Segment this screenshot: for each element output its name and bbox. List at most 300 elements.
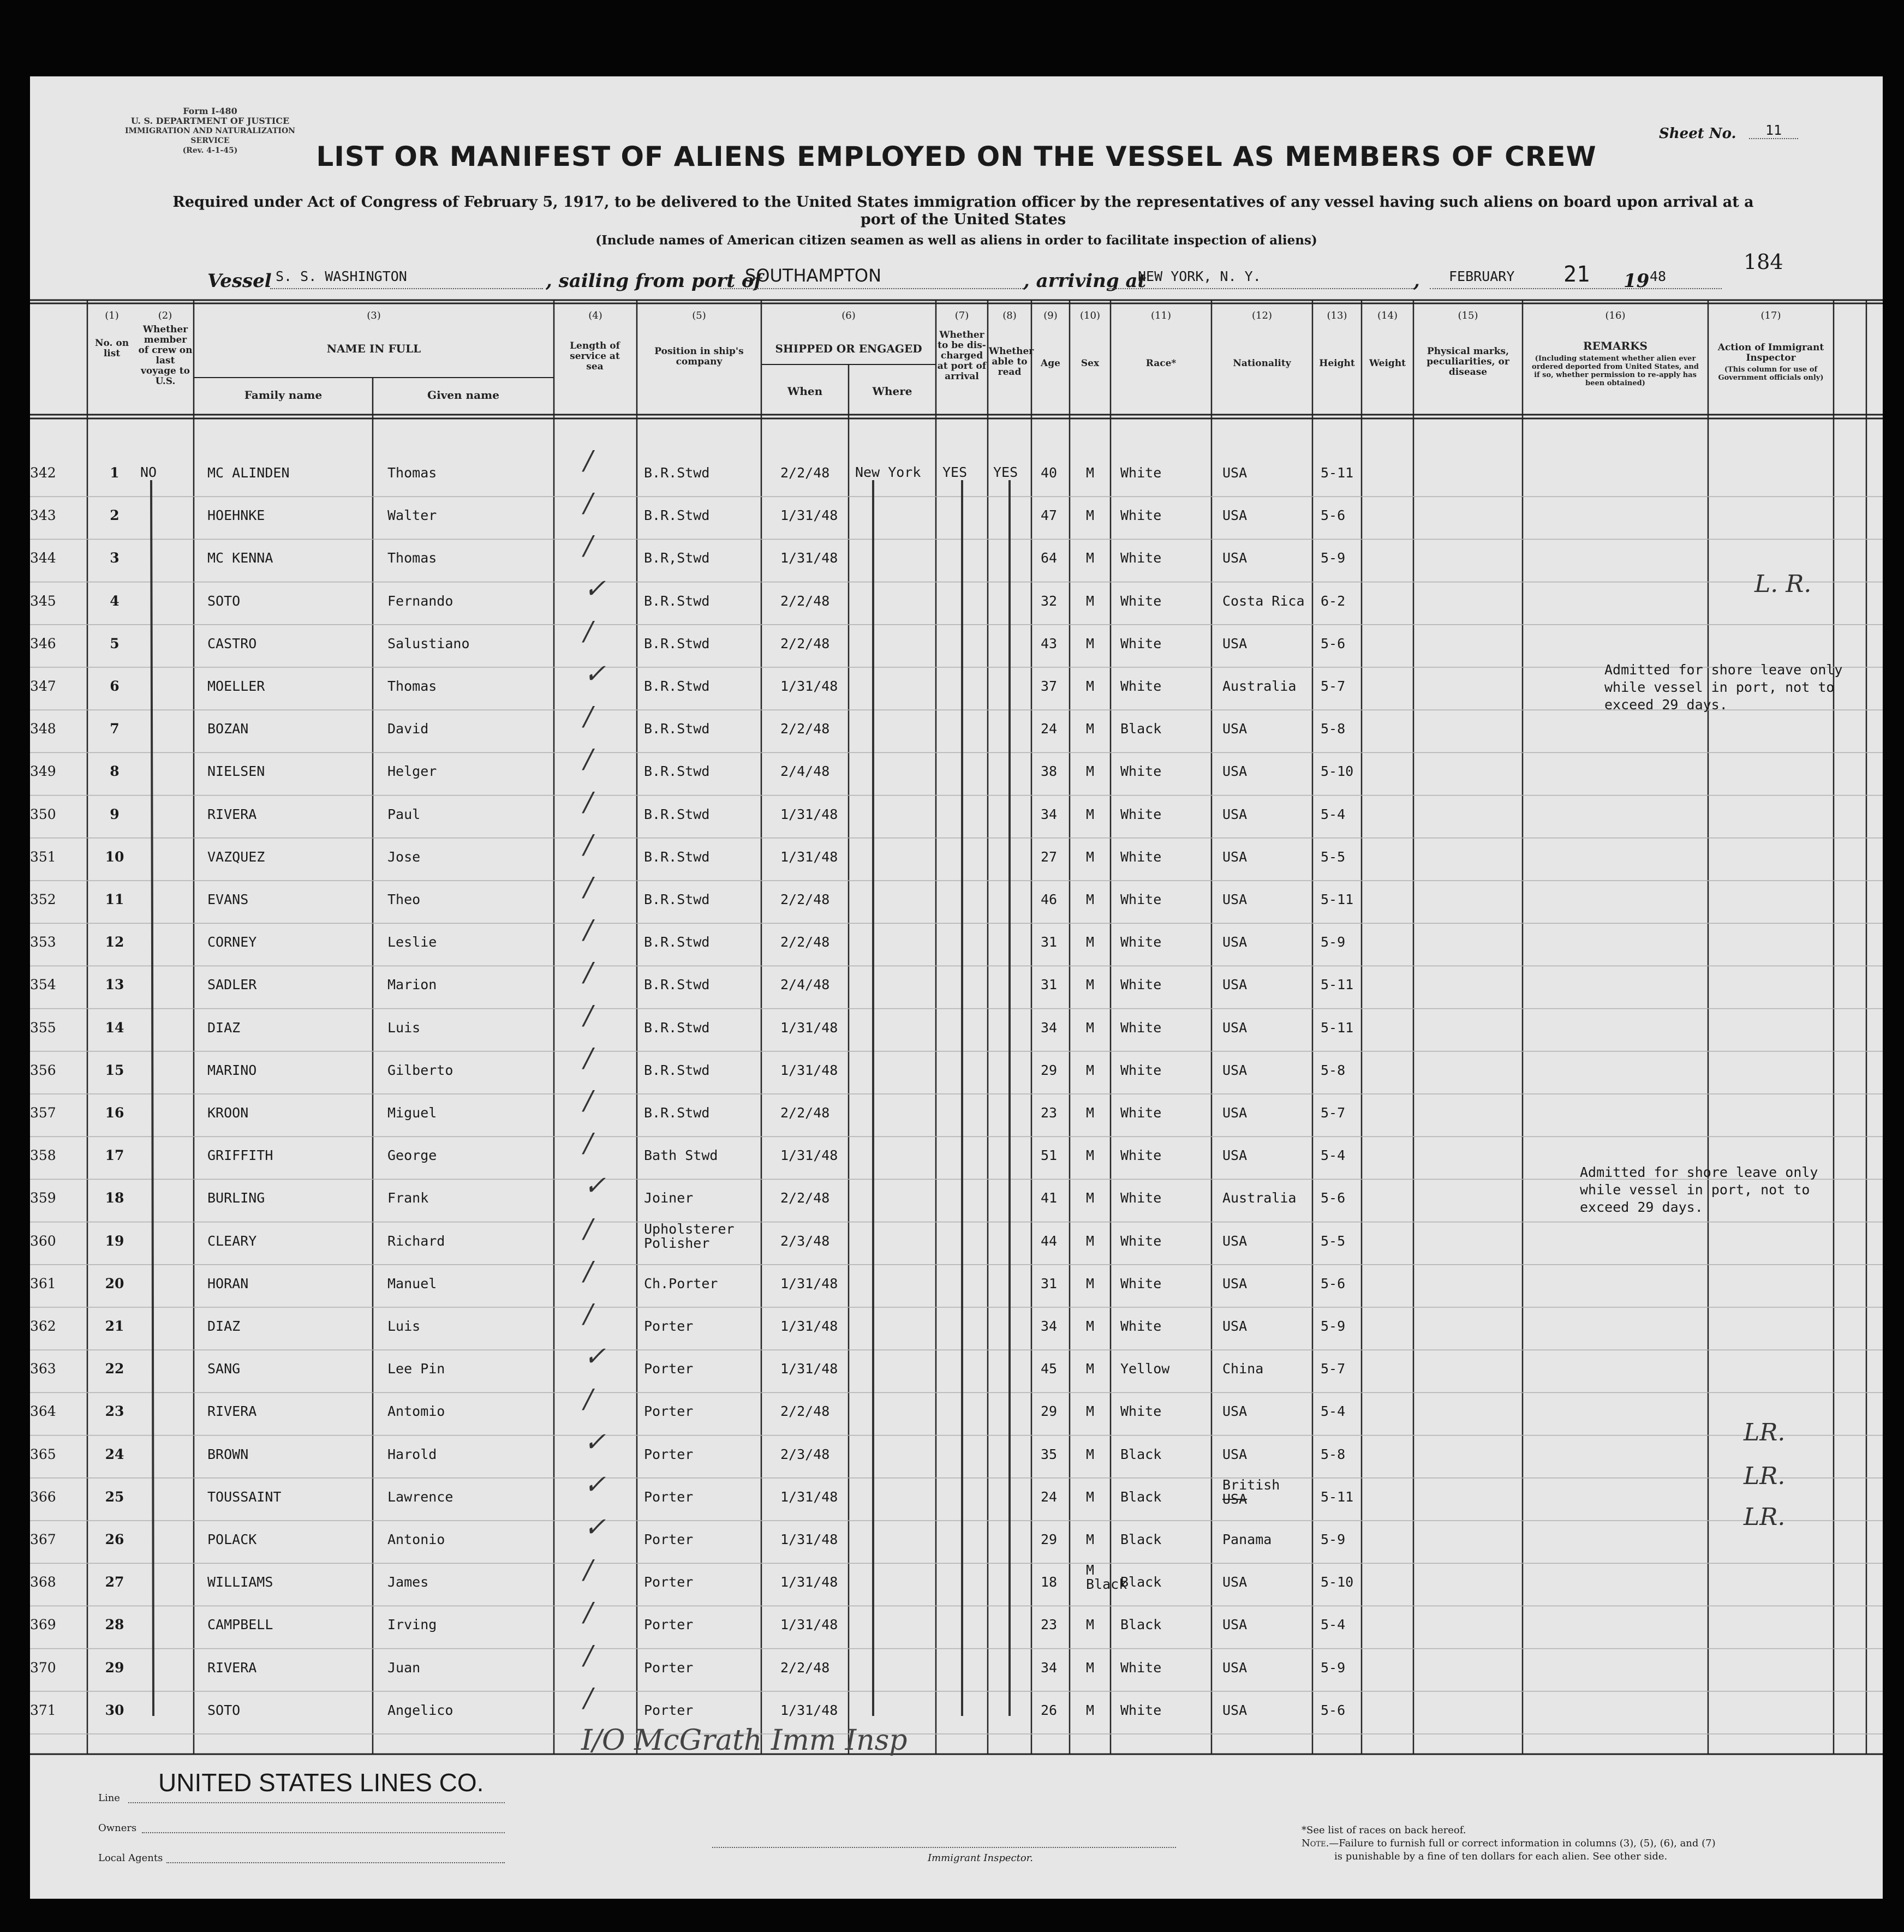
col5-header: Position in ship's company — [654, 346, 744, 367]
service-check-mark: ∕ — [584, 829, 593, 860]
row-list-number: 13 — [105, 977, 124, 993]
row-race: Black — [1120, 1488, 1162, 1505]
row-nationality-struck: USA — [1222, 1491, 1248, 1507]
row-age: 41 — [1041, 1190, 1058, 1206]
row-nationality: USA — [1222, 1233, 1248, 1249]
row-list-number: 14 — [105, 1019, 124, 1036]
row-position: Porter — [644, 1318, 694, 1334]
row-given-name: Juan — [387, 1659, 421, 1676]
row-shipped-when: 1/31/48 — [780, 1361, 838, 1377]
row-given-name: Thomas — [387, 678, 437, 694]
service-check-mark: ∕ — [584, 1682, 593, 1713]
row-list-number: 9 — [110, 806, 120, 822]
row-nationality: Panama — [1222, 1532, 1272, 1547]
row-line-number: 348 — [30, 721, 56, 737]
row-shipped-when: 2/2/48 — [780, 892, 830, 907]
row-height: 5-9 — [1321, 550, 1346, 566]
row-shipped-when: 1/31/48 — [780, 507, 838, 524]
row-sex: M — [1086, 1532, 1095, 1547]
row-shipped-when: 2/2/48 — [780, 635, 830, 651]
col15-number: (15) — [1458, 310, 1478, 321]
row-list-number: 19 — [105, 1233, 124, 1249]
row-family-name: EVANS — [207, 892, 249, 907]
row-list-number: 1 — [110, 465, 120, 481]
row-age: 51 — [1041, 1147, 1058, 1164]
service-check-mark: ∕ — [584, 488, 593, 519]
row-line-number: 364 — [30, 1403, 56, 1420]
service-check-mark: ∕ — [584, 1085, 593, 1116]
row-nationality: USA — [1222, 465, 1248, 481]
col12-header: Nationality — [1233, 358, 1291, 369]
row-age: 29 — [1041, 1403, 1058, 1420]
row-list-number: 30 — [105, 1702, 124, 1718]
service-check-mark: ✓ — [584, 1426, 606, 1457]
row-height: 6-2 — [1321, 593, 1346, 609]
row-position: B.R.Stwd — [644, 635, 710, 651]
row-sex: M — [1086, 806, 1095, 822]
row-list-number: 8 — [110, 763, 120, 780]
row-age: 26 — [1041, 1702, 1058, 1718]
row-height: 5-8 — [1321, 721, 1346, 737]
col17-header: Action of Immigrant Inspector — [1717, 342, 1824, 363]
service-check-mark: ✓ — [584, 573, 606, 604]
row-race: White — [1120, 806, 1162, 822]
row-family-name: SOTO — [207, 593, 241, 609]
row-position: B.R.Stwd — [644, 977, 710, 993]
vessel-label: Vessel — [207, 270, 272, 292]
note-text: —Failure to furnish full or correct information in columns (3), (5), (6), and (7) — [1329, 1838, 1716, 1849]
row-family-name: CORNEY — [207, 934, 257, 950]
sailing-label: , sailing from port of — [546, 270, 762, 292]
table-row — [30, 1042, 1883, 1088]
row-family-name: MC ALINDEN — [207, 465, 290, 481]
row-line-number: 359 — [30, 1190, 56, 1206]
col16-header: REMARKS — [1583, 339, 1648, 352]
remark-row-6 — [1604, 661, 1843, 714]
departure-port: SOUTHAMPTON — [745, 265, 881, 286]
col1-header: No. on list — [94, 338, 129, 359]
row-sex: M — [1086, 1318, 1095, 1334]
row-family-name: MARINO — [207, 1062, 257, 1078]
row-position: B.R.Stwd — [644, 593, 710, 609]
row-line-number: 349 — [30, 763, 56, 780]
row-given-name: Fernando — [387, 593, 453, 609]
row-race: White — [1120, 1702, 1162, 1718]
service: IMMIGRATION AND NATURALIZATION SERVICE — [125, 127, 295, 145]
row-list-number: 22 — [105, 1361, 124, 1377]
row-nationality: Australia — [1222, 678, 1297, 694]
row-shipped-when: 1/31/48 — [780, 1702, 838, 1718]
row-height: 5-6 — [1321, 1275, 1346, 1291]
service-check-mark: ∕ — [584, 701, 593, 732]
row-given-name: Walter — [387, 507, 437, 524]
row-line-number: 358 — [30, 1147, 56, 1164]
row-nationality: USA — [1222, 977, 1248, 993]
row-position: B.R.Stwd — [644, 1062, 710, 1078]
row-family-name: WILLIAMS — [207, 1574, 273, 1590]
row-list-number: 15 — [105, 1062, 124, 1078]
row-list-number: 5 — [110, 635, 120, 651]
row-line-number: 347 — [30, 678, 56, 694]
service-check-mark: ✓ — [584, 1469, 606, 1500]
arrival-port: NEW YORK, N. Y. — [1138, 268, 1261, 284]
row-nationality: USA — [1222, 1105, 1248, 1121]
row-position: B.R.Stwd — [644, 892, 710, 907]
table-row — [30, 615, 1883, 662]
service-check-mark: ✓ — [584, 1512, 606, 1542]
row-age: 40 — [1041, 465, 1058, 481]
row-position: B.R,Stwd — [644, 550, 710, 566]
service-check-mark: ∕ — [584, 957, 593, 988]
row-age: 23 — [1041, 1105, 1058, 1121]
requirement-line-1: Required under Act of Congress of February 5, 1917, to be delivered to the United States immigration officer by the representatives of any vessel having such aliens on board upon arrival at a — [172, 194, 1754, 211]
row-position: Porter — [644, 1532, 694, 1547]
row-race: White — [1120, 1190, 1162, 1206]
note-label: Note. — [1302, 1838, 1329, 1849]
row-race: White — [1120, 892, 1162, 907]
row-height: 5-9 — [1321, 1318, 1346, 1334]
row-family-name: BURLING — [207, 1190, 265, 1206]
row-line-number: 363 — [30, 1361, 56, 1377]
row-race: White — [1120, 1147, 1162, 1164]
row-age: 32 — [1041, 593, 1058, 609]
col14-number: (14) — [1377, 310, 1398, 321]
row-race: Black — [1120, 1617, 1162, 1633]
row-position: B.R.Stwd — [644, 507, 710, 524]
arrival-day: 21 — [1563, 262, 1590, 287]
row-race: White — [1120, 507, 1162, 524]
row-line-number: 342 — [30, 465, 56, 481]
row-given-name: Antonio — [387, 1532, 445, 1547]
row-height: 5-8 — [1321, 1062, 1346, 1078]
row-nationality: British — [1222, 1476, 1280, 1493]
row-sex: M — [1086, 1562, 1095, 1578]
row-list-number: 20 — [105, 1275, 124, 1291]
row-sex: M — [1086, 1403, 1095, 1420]
row-line-number: 361 — [30, 1275, 56, 1291]
table-row — [30, 1299, 1883, 1344]
row-race: Black — [1120, 1532, 1162, 1547]
row-list-number: 2 — [110, 507, 120, 524]
inspector-mark: LR. — [1744, 1462, 1786, 1490]
row-list-number: 17 — [105, 1147, 124, 1164]
row-sex: M — [1086, 1446, 1095, 1462]
col16-subheader: (Including statement whether alien ever ordered deported from United States, and if so, whether permission to re-apply has been obtained) — [1532, 355, 1699, 387]
row-height: 5-11 — [1321, 977, 1354, 993]
service-check-mark: ∕ — [584, 1384, 593, 1415]
row-age: 46 — [1041, 892, 1058, 907]
row-family-name: GRIFFITH — [207, 1147, 273, 1164]
able-to-read-value: YES — [993, 464, 1018, 480]
row-height: 5-9 — [1321, 1532, 1346, 1547]
row-given-name: Helger — [387, 763, 437, 780]
service-check-mark: ∕ — [584, 786, 593, 817]
row-sex: M — [1086, 593, 1095, 609]
row-sex: M — [1086, 977, 1095, 993]
row-position: Upholsterer — [644, 1221, 735, 1237]
fine-note-line-2: is punishable by a fine of ten dollars for each alien. See other side. — [1334, 1851, 1668, 1862]
row-given-name: Marion — [387, 977, 437, 993]
row-age: 35 — [1041, 1446, 1058, 1462]
row-height: 5-6 — [1321, 1190, 1346, 1206]
row-line-number: 357 — [30, 1105, 56, 1121]
row-race: White — [1120, 934, 1162, 950]
col7-number: (7) — [954, 310, 969, 321]
arrival-month: FEBRUARY — [1449, 268, 1515, 284]
row-list-number: 11 — [105, 892, 124, 907]
inspector-mark: LR. — [1744, 1419, 1786, 1446]
row-race: Yellow — [1120, 1361, 1170, 1377]
row-list-number: 24 — [105, 1446, 124, 1462]
row-given-name: Richard — [387, 1233, 445, 1249]
row-height: 5-4 — [1321, 1147, 1346, 1164]
service-check-mark: ∕ — [584, 1213, 593, 1244]
row-family-name: HORAN — [207, 1275, 249, 1291]
row-list-number: 18 — [105, 1190, 124, 1206]
col8-header: Whether able to read — [989, 346, 1034, 378]
row-race: White — [1120, 1275, 1162, 1291]
row-age: 31 — [1041, 1275, 1058, 1291]
row-height: 5-9 — [1321, 1659, 1346, 1676]
row-line-number: 371 — [30, 1702, 56, 1718]
row-nationality: China — [1222, 1361, 1264, 1377]
row-height: 5-7 — [1321, 1361, 1346, 1377]
row-sex: M — [1086, 848, 1095, 865]
service-check-mark: ∕ — [584, 445, 593, 476]
row-family-name: RIVERA — [207, 806, 257, 822]
row-line-number: 368 — [30, 1574, 56, 1590]
row-list-number: 16 — [105, 1105, 124, 1121]
row-race: White — [1120, 1659, 1162, 1676]
row-sex: M — [1086, 763, 1095, 780]
row-family-name: VAZQUEZ — [207, 848, 265, 865]
line-company: UNITED STATES LINES CO. — [158, 1768, 484, 1797]
col2-number: (2) — [158, 310, 172, 321]
remark-line: Admitted for shore leave only — [1580, 1164, 1818, 1180]
col7-header: Whether to be dis-charged at port of arrival — [937, 330, 987, 382]
row-age: 64 — [1041, 550, 1058, 566]
row-shipped-when: 1/31/48 — [780, 1147, 838, 1164]
table-row — [30, 1597, 1883, 1643]
row-nationality: USA — [1222, 721, 1248, 737]
service-check-mark: ∕ — [584, 1000, 593, 1031]
row-age: 37 — [1041, 678, 1058, 694]
row-shipped-when: 1/31/48 — [780, 678, 838, 694]
row-given-name: Luis — [387, 1318, 421, 1334]
col13-number: (13) — [1327, 310, 1347, 321]
row-shipped-when: 1/31/48 — [780, 1617, 838, 1633]
row-sex: M — [1086, 507, 1095, 524]
row-position: B.R.Stwd — [644, 721, 710, 737]
row-given-name: Lawrence — [387, 1488, 453, 1505]
row-nationality: USA — [1222, 763, 1248, 780]
row-family-name: SADLER — [207, 977, 257, 993]
row-line-number: 356 — [30, 1062, 56, 1078]
row-family-name: SOTO — [207, 1702, 241, 1718]
col11-header: Race* — [1145, 358, 1177, 369]
row-sex: M — [1086, 1233, 1095, 1249]
row-shipped-when: 1/31/48 — [780, 1019, 838, 1036]
row-nationality: Australia — [1222, 1190, 1297, 1206]
row-line-number: 344 — [30, 550, 56, 566]
row-given-name: Jose — [387, 848, 421, 865]
row-shipped-when: 1/31/48 — [780, 1574, 838, 1590]
col14-header: Weight — [1369, 358, 1406, 369]
row-family-name: CAMPBELL — [207, 1617, 273, 1633]
revision: (Rev. 4-1-45) — [182, 146, 238, 155]
row-race: White — [1120, 1062, 1162, 1078]
col8-number: (8) — [1002, 310, 1017, 321]
row-height: 5-4 — [1321, 1403, 1346, 1420]
remark-line: exceed 29 days. — [1604, 697, 1728, 713]
owners-label: Owners — [98, 1822, 137, 1834]
row-height: 5-5 — [1321, 848, 1346, 865]
row-family-name: SANG — [207, 1361, 241, 1377]
col10-header: Sex — [1081, 358, 1100, 369]
row-age: 34 — [1041, 1318, 1058, 1334]
row-given-name: Lee Pin — [387, 1361, 445, 1377]
department: U. S. DEPARTMENT OF JUSTICE — [130, 116, 290, 126]
row-given-name: Luis — [387, 1019, 421, 1036]
row-shipped-when: 1/31/48 — [780, 806, 838, 822]
row-shipped-when: 2/2/48 — [780, 934, 830, 950]
service-check-mark: ∕ — [584, 1299, 593, 1329]
row-position: Porter — [644, 1659, 694, 1676]
service-check-mark: ∕ — [584, 1128, 593, 1159]
row-nationality: USA — [1222, 550, 1248, 566]
row-line-number: 343 — [30, 507, 56, 524]
row-shipped-when: 2/2/48 — [780, 1403, 830, 1420]
row-age: 34 — [1041, 806, 1058, 822]
remark-line: exceed 29 days. — [1580, 1199, 1703, 1215]
row-height: 5-11 — [1321, 892, 1354, 907]
row-given-name: Irving — [387, 1617, 437, 1633]
service-check-mark: ✓ — [584, 659, 606, 689]
row-age: 38 — [1041, 763, 1058, 780]
races-note: *See list of races on back hereof. — [1302, 1825, 1466, 1836]
service-check-mark: ∕ — [584, 1554, 593, 1586]
row-shipped-when: 2/4/48 — [780, 977, 830, 993]
table-row — [30, 1341, 1883, 1387]
row-line-number: 366 — [30, 1488, 56, 1505]
row-given-name: Frank — [387, 1190, 429, 1206]
row-line-number: 369 — [30, 1617, 56, 1633]
row-family-name: DIAZ — [207, 1318, 241, 1334]
row-shipped-when: 2/2/48 — [780, 721, 830, 737]
row-position: Porter — [644, 1574, 694, 1590]
row-position: B.R.Stwd — [644, 763, 710, 780]
row-age: 27 — [1041, 848, 1058, 865]
table-row — [30, 1000, 1883, 1046]
row-race: White — [1120, 763, 1162, 780]
table-row — [30, 1682, 1883, 1728]
row-shipped-when: 2/2/48 — [780, 1659, 830, 1676]
table-row — [30, 1554, 1883, 1600]
row-race: Black — [1120, 1574, 1162, 1590]
row-sex: M — [1086, 1617, 1095, 1633]
row-list-number: 21 — [105, 1318, 124, 1334]
row-given-name: Miguel — [387, 1105, 437, 1121]
row-shipped-when: 1/31/48 — [780, 1532, 838, 1547]
row-sex: M — [1086, 1147, 1095, 1164]
local-agents-label: Local Agents — [98, 1852, 163, 1864]
table-row — [30, 872, 1883, 918]
row-race: White — [1120, 635, 1162, 651]
row-given-name: Gilberto — [387, 1062, 453, 1078]
row-sex: M — [1086, 1361, 1095, 1377]
col10-number: (10) — [1080, 310, 1100, 321]
row-family-name: KROON — [207, 1105, 249, 1121]
requirement-line-2: port of the United States — [860, 211, 1066, 228]
row-nationality: USA — [1222, 1275, 1248, 1291]
row-race: White — [1120, 1019, 1162, 1036]
row-shipped-when: 1/31/48 — [780, 1062, 838, 1078]
immigrant-inspector-label: Immigrant Inspector. — [928, 1852, 1034, 1864]
table-row — [30, 957, 1883, 1003]
include-note: (Include names of American citizen seamen as well as aliens in order to facilitate inspection of aliens) — [595, 233, 1317, 248]
row-family-name: HOEHNKE — [207, 507, 265, 524]
row-position: Porter — [644, 1488, 694, 1505]
row-shipped-when: 2/3/48 — [780, 1233, 830, 1249]
row-position: Bath Stwd — [644, 1147, 718, 1164]
row-family-name: NIELSEN — [207, 763, 265, 780]
col12-number: (12) — [1252, 310, 1272, 321]
row-list-number: 7 — [110, 721, 120, 737]
row-sex: M — [1086, 1062, 1095, 1078]
row-position: B.R.Stwd — [644, 465, 710, 481]
row-shipped-when: 1/31/48 — [780, 848, 838, 865]
row-shipped-when: 1/31/48 — [780, 550, 838, 566]
row-given-name: David — [387, 721, 429, 737]
row-age: 23 — [1041, 1617, 1058, 1633]
row-list-number: 28 — [105, 1617, 124, 1633]
row-position: Ch.Porter — [644, 1275, 718, 1291]
row-height: 5-4 — [1321, 1617, 1346, 1633]
row-list-number: 23 — [105, 1403, 124, 1420]
col4-number: (4) — [588, 310, 602, 321]
col1-number: (1) — [105, 310, 119, 321]
table-row — [30, 1085, 1883, 1131]
line-label: Line — [98, 1792, 120, 1804]
row-nationality: USA — [1222, 1147, 1248, 1164]
page-title: LIST OR MANIFEST OF ALIENS EMPLOYED ON THE VESSEL AS MEMBERS OF CREW — [316, 141, 1597, 172]
row-age: 45 — [1041, 1361, 1058, 1377]
row-family-name: POLACK — [207, 1532, 257, 1547]
last-voyage-value: NO — [140, 464, 157, 480]
service-check-mark: ✓ — [584, 1341, 606, 1372]
row-list-number: 3 — [110, 550, 120, 566]
table-row — [30, 1384, 1883, 1429]
row-sex: M — [1086, 1488, 1095, 1505]
row-nationality: Costa Rica — [1222, 593, 1305, 609]
row-race: White — [1120, 1105, 1162, 1121]
shipped-where-value: New York — [855, 464, 921, 480]
row-line-number: 367 — [30, 1532, 56, 1547]
row-given-name: Leslie — [387, 934, 437, 950]
service-check-mark: ∕ — [584, 914, 593, 946]
col6-where-header: Where — [872, 385, 912, 398]
row-sex: M — [1086, 1190, 1095, 1206]
row-family-name: MC KENNA — [207, 550, 273, 566]
table-row — [30, 530, 1883, 576]
row-shipped-when: 1/31/48 — [780, 1488, 838, 1505]
col6-when-header: When — [787, 385, 823, 398]
row-nationality: USA — [1222, 892, 1248, 907]
form-number: Form I-480 — [183, 106, 237, 116]
row-family-name: RIVERA — [207, 1403, 257, 1420]
col5-number: (5) — [692, 310, 706, 321]
row-race: White — [1120, 678, 1162, 694]
